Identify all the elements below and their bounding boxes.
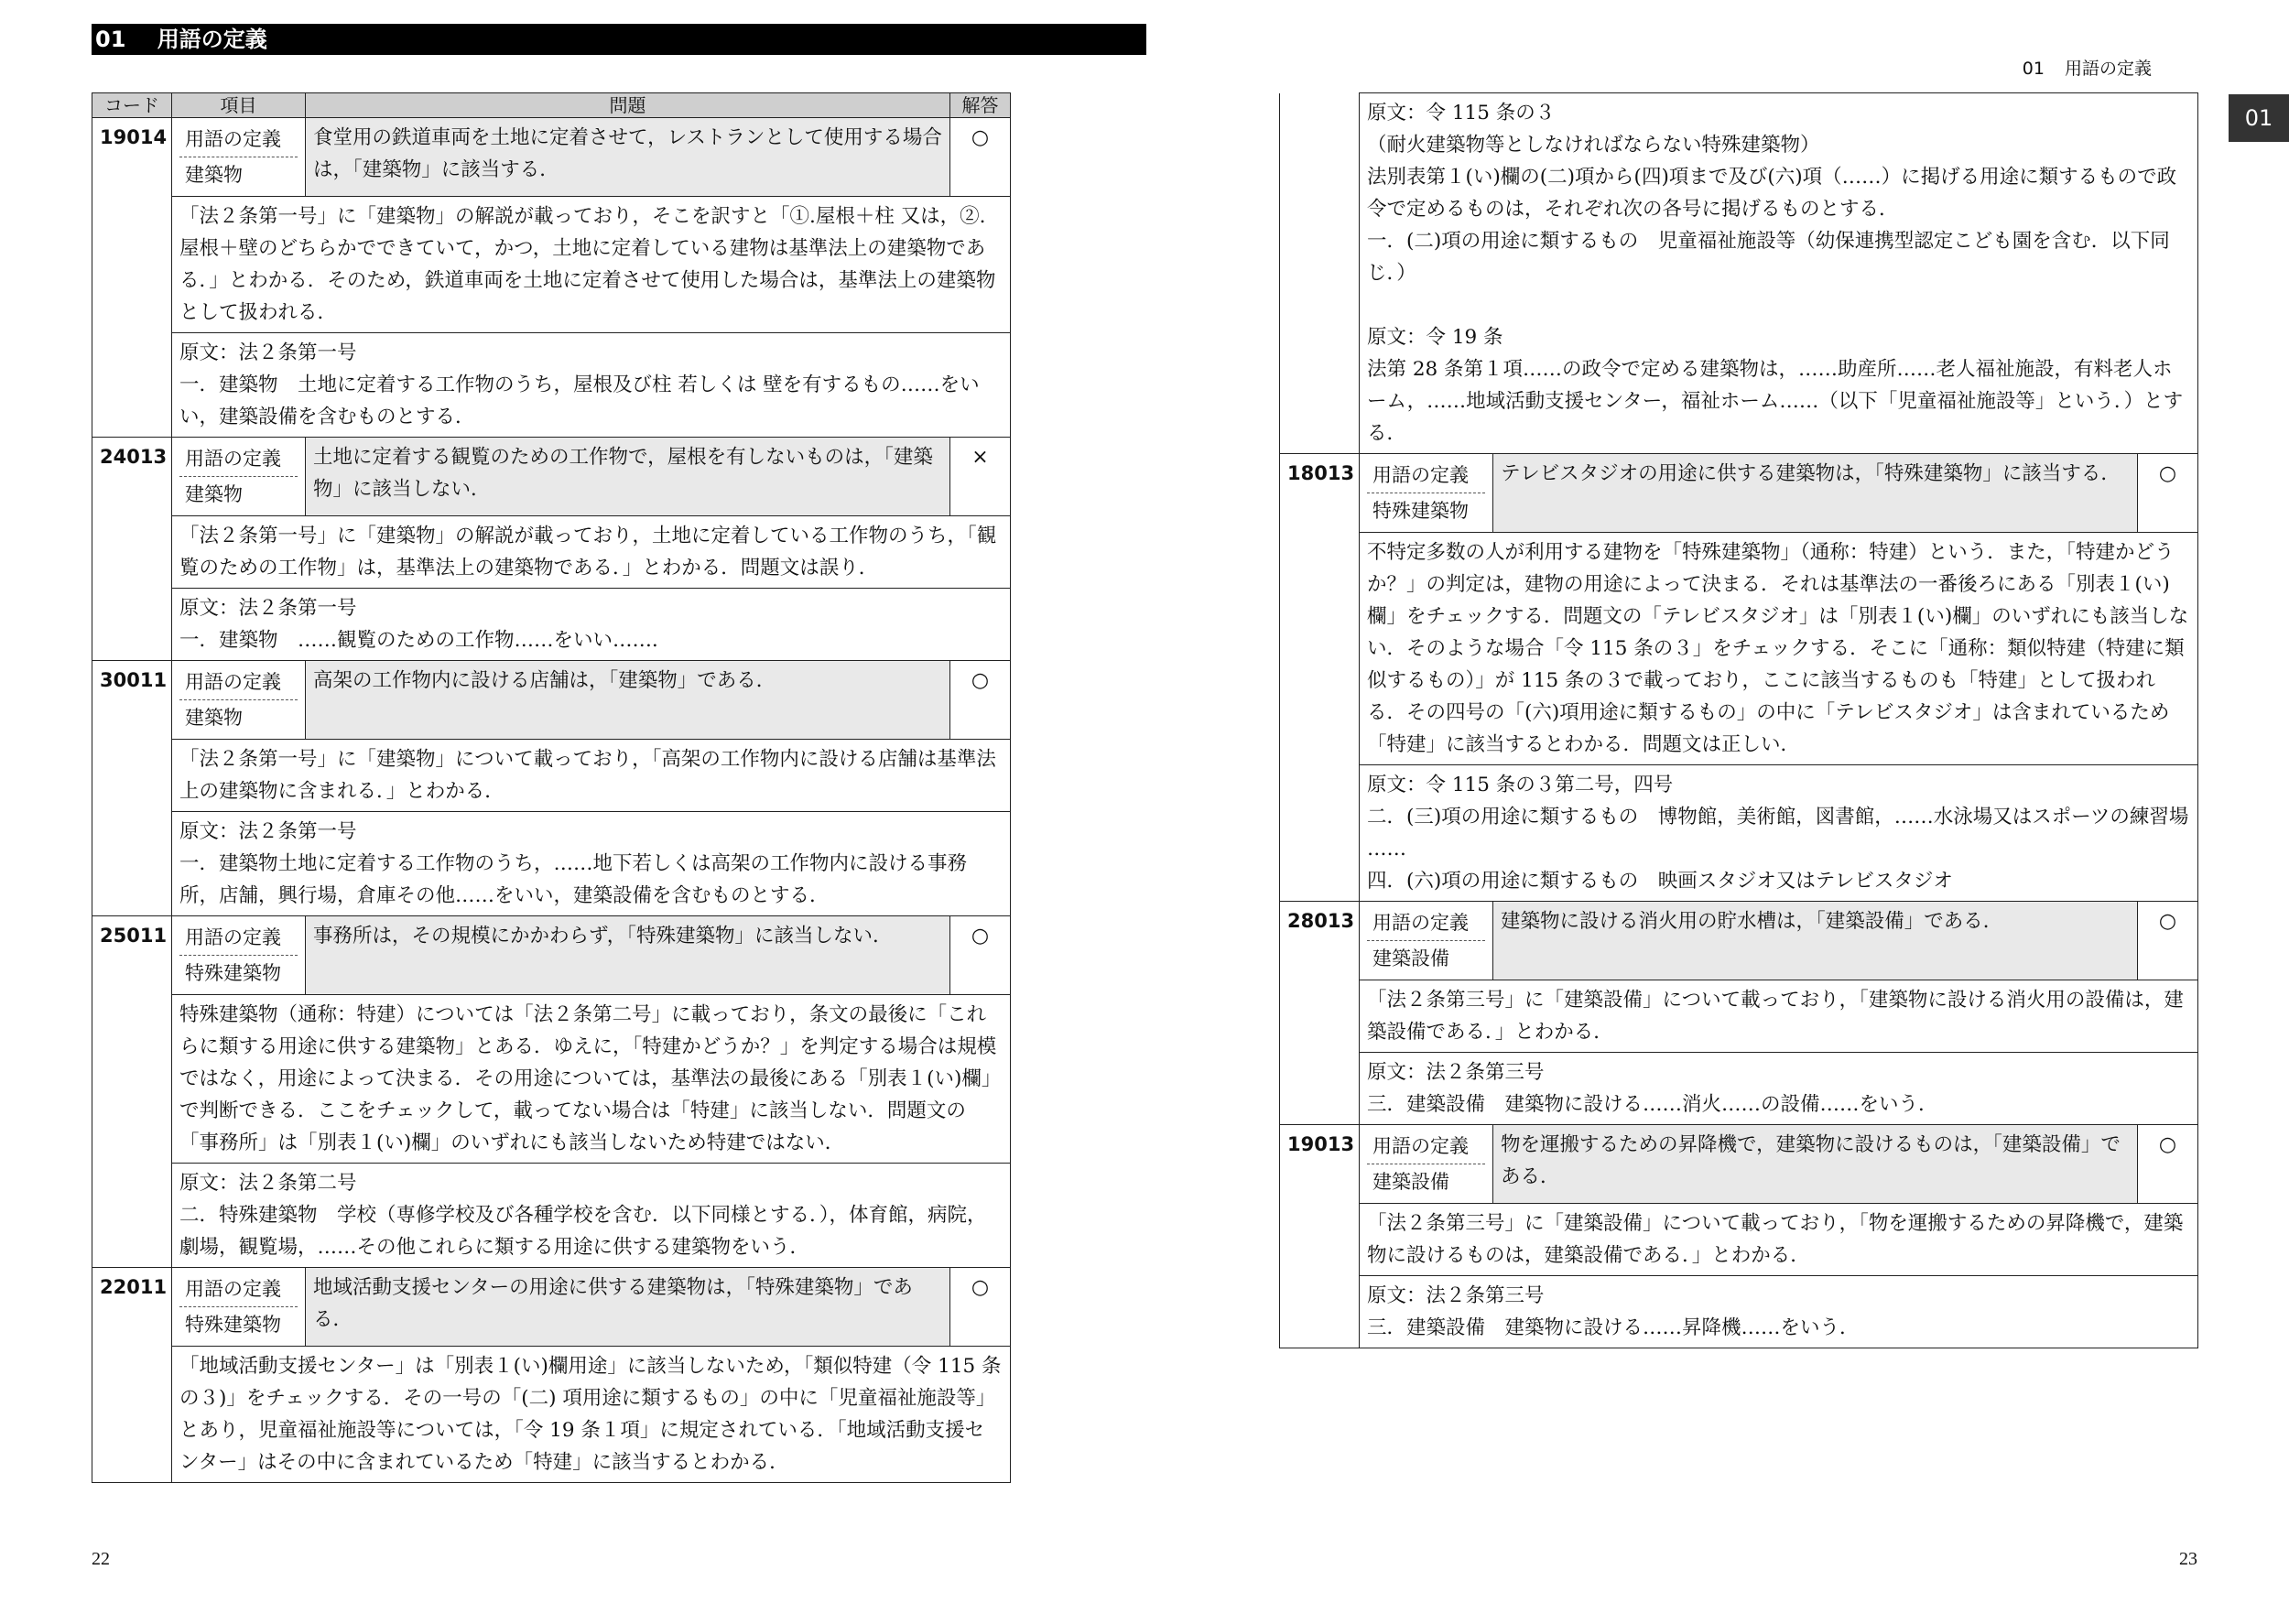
- entry-original-text: [172, 1164, 1011, 1268]
- category-sub: 建築物: [185, 483, 243, 505]
- entry-code: 22011: [92, 1268, 172, 1483]
- category-sub: 特殊建築物: [185, 1314, 281, 1336]
- original-text: 原文：法２条第一号 一．建築物 土地に定着する工作物のうち，屋根及び柱 若しくは 壁を有するもの……をいい，建築設備を含むものとする．: [179, 341, 980, 428]
- entry-category: [172, 438, 306, 516]
- table-row: [1280, 902, 2198, 980]
- category-sub: 建築設備: [1372, 947, 1449, 969]
- entry-category: [1360, 1125, 1493, 1204]
- header-question: 問題: [306, 93, 950, 118]
- header-code: コード: [92, 93, 172, 118]
- table-row: [1280, 980, 2198, 1053]
- running-head: [2023, 55, 2152, 80]
- table-row: [92, 916, 1011, 995]
- table-row: [92, 333, 1011, 438]
- category-sub: 建築設備: [1372, 1171, 1449, 1193]
- table-row: [92, 118, 1011, 197]
- header-category: 項目: [172, 93, 306, 118]
- entry-code-continued: [1280, 93, 1360, 454]
- entry-category: [172, 1268, 306, 1347]
- entry-code: 30011: [92, 661, 172, 916]
- entry-question: 物を運搬するための昇降機で，建築物に設けるものは，「建築設備」である．: [1493, 1125, 2138, 1204]
- entry-explanation: 特殊建築物（通称：特建）については「法２条第二号」に載っており，条文の最後に「これらに類する用途に供する建築物」とある．ゆえに，「特建かどうか？」を判定する場合は規模ではなく，用途によって決まる．その用途については，基準法の最後にある「別表１(い)欄」で判断できる．ここをチェックして，載ってない場合は「特建」に該当しない．問題文の「事務所」は「別表１(い)欄」のいずれにも該当しないため特建ではない．: [172, 995, 1011, 1164]
- original-text: 原文：法２条第三号 三．建築設備 建築物に設ける……昇降機……をいう．: [1367, 1284, 1860, 1339]
- entry-explanation: 「法２条第一号」に「建築物」について載っており，「高架の工作物内に設ける店舗は基準法上の建築物に含まれる．」とわかる．: [172, 740, 1011, 812]
- table-row: [92, 740, 1011, 812]
- table-row: [1280, 533, 2198, 765]
- category-main: 用語の定義: [179, 665, 298, 700]
- entry-original-text: [1360, 93, 2198, 454]
- category-main: 用語の定義: [179, 441, 298, 477]
- entry-explanation: 「法２条第三号」に「建築設備」について載っており，「物を運搬するための昇降機で，建築物に設けるものは，建築設備である．」とわかる．: [1360, 1204, 2198, 1276]
- category-main: 用語の定義: [179, 920, 298, 956]
- entry-code: 19013: [1280, 1125, 1360, 1348]
- left-page: [0, 0, 1144, 1624]
- table-row: [92, 516, 1011, 589]
- original-text: 原文：令 115 条の３ （耐火建築物等としなければならない特殊建築物） 法別表第１(い)欄の(二)項から(四)項まで及び(六)項（……）に掲げる用途に類するもので政令で定めるものは，それぞれ次の各号に掲げるものとする． 一．(二)項の用途に類するもの 児童福祉施設等（幼保連携型認定こども園を含む．以下同じ．） 原文：令 19 条 法第 28 条第１項……の政令で定める建築物は，……助産所……老人福祉施設，有料老人ホーム，……地域活動支援センター，福祉ホーム……（以下「児童福祉施設等」という．）とする．: [1367, 102, 2184, 445]
- category-main: 用語の定義: [1367, 1129, 1485, 1164]
- entry-answer: ○: [2138, 454, 2198, 533]
- chapter-title: 用語の定義: [157, 27, 267, 52]
- chapter-number: 01: [95, 27, 126, 52]
- entry-category: [172, 916, 306, 995]
- entry-category: [172, 661, 306, 740]
- entry-original-text: [1360, 1053, 2198, 1125]
- entry-code: 24013: [92, 438, 172, 661]
- entry-question: 土地に定着する観覧のための工作物で，屋根を有しないものは，「建築物」に該当しない．: [306, 438, 950, 516]
- entry-question: 地域活動支援センターの用途に供する建築物は，「特殊建築物」である．: [306, 1268, 950, 1347]
- entry-explanation: 「地域活動支援センター」は「別表１(い)欄用途」に該当しないため，「類似特建（令 115 条の３)」をチェックする．その一号の「(二) 項用途に類するもの」の中に「児童福祉施設等」とあり，児童福祉施設等については，「令 19 条１項」に規定されている．「地域活動支援センター」はその中に含まれているため「特建」に該当するとわかる．: [172, 1347, 1011, 1483]
- table-row: [92, 812, 1011, 916]
- table-row: [1280, 1125, 2198, 1204]
- entry-code: 19014: [92, 118, 172, 438]
- entry-code: 18013: [1280, 454, 1360, 902]
- running-head-number: 01: [2022, 59, 2045, 79]
- category-main: 用語の定義: [179, 1272, 298, 1307]
- entry-question: 食堂用の鉄道車両を土地に定着させて，レストランとして使用する場合は，「建築物」に該当する．: [306, 118, 950, 197]
- entry-answer: ○: [2138, 1125, 2198, 1204]
- entry-question: 建築物に設ける消火用の貯水槽は，「建築設備」である．: [1493, 902, 2138, 980]
- entry-original-text: [172, 589, 1011, 661]
- entry-answer: ○: [950, 118, 1011, 197]
- table-row: [92, 661, 1011, 740]
- right-page: [1144, 0, 2289, 1624]
- original-text: 原文：法２条第二号 二．特殊建築物 学校（専修学校及び各種学校を含む．以下同様とする．），体育館，病院，劇場，観覧場，……その他これらに類する用途に供する建築物をいう．: [179, 1172, 987, 1259]
- original-text: 原文：法２条第一号 一．建築物土地に定着する工作物のうち，……地下若しくは高架の工作物内に設ける事務所，店舗，興行場，倉庫その他……をいい，建築設備を含むものとする．: [179, 820, 968, 907]
- table-header-row: [92, 93, 1011, 118]
- entry-answer: ×: [950, 438, 1011, 516]
- running-head-title: 用語の定義: [2064, 59, 2152, 79]
- table-row: [1280, 1204, 2198, 1276]
- category-sub: 特殊建築物: [1372, 500, 1469, 522]
- table-row: [92, 995, 1011, 1164]
- question-table-right: [1279, 92, 2198, 1348]
- category-main: 用語の定義: [1367, 905, 1485, 941]
- entry-original-text: [1360, 1276, 2198, 1348]
- entry-question: 高架の工作物内に設ける店舗は，「建築物」である．: [306, 661, 950, 740]
- table-row: [92, 1347, 1011, 1483]
- category-main: 用語の定義: [179, 122, 298, 157]
- entry-category: [172, 118, 306, 197]
- entry-code: 25011: [92, 916, 172, 1268]
- table-row: [1280, 765, 2198, 902]
- table-row: [92, 589, 1011, 661]
- entry-code: 28013: [1280, 902, 1360, 1125]
- category-main: 用語の定義: [1367, 458, 1485, 493]
- entry-category: [1360, 454, 1493, 533]
- page-number: 23: [2179, 1549, 2197, 1569]
- category-sub: 建築物: [185, 707, 243, 729]
- original-text: 原文：法２条第一号 一．建築物 ……観覧のための工作物……をいい……．: [179, 597, 672, 652]
- entry-question: テレビスタジオの用途に供する建築物は，「特殊建築物」に該当する．: [1493, 454, 2138, 533]
- entry-answer: ○: [950, 1268, 1011, 1347]
- entry-explanation: 「法２条第一号」に「建築物」の解説が載っており，そこを訳すと「①.屋根＋柱 又は，②.屋根＋壁のどちらかでできていて，かつ，土地に定着している建物は基準法上の建築物である．」とわかる．そのため，鉄道車両を土地に定着させて使用した場合は，基準法上の建築物として扱われる．: [172, 197, 1011, 333]
- chapter-side-tab: 01: [2229, 94, 2289, 142]
- table-row: [1280, 93, 2198, 454]
- entry-answer: ○: [950, 916, 1011, 995]
- table-row: [1280, 1053, 2198, 1125]
- entry-explanation: 「法２条第三号」に「建築設備」について載っており，「建築物に設ける消火用の設備は，建築設備である．」とわかる．: [1360, 980, 2198, 1053]
- table-row: [1280, 454, 2198, 533]
- category-sub: 特殊建築物: [185, 962, 281, 984]
- entry-category: [1360, 902, 1493, 980]
- table-row: [92, 197, 1011, 333]
- entry-explanation: 「法２条第一号」に「建築物」の解説が載っており，土地に定着している工作物のうち，「観覧のための工作物」は，基準法上の建築物である．」とわかる．問題文は誤り．: [172, 516, 1011, 589]
- entry-original-text: [172, 333, 1011, 438]
- entry-original-text: [172, 812, 1011, 916]
- table-row: [92, 1164, 1011, 1268]
- entry-question: 事務所は，その規模にかかわらず，「特殊建築物」に該当しない．: [306, 916, 950, 995]
- chapter-header-bar: [92, 24, 1146, 55]
- header-answer: 解答: [950, 93, 1011, 118]
- table-row: [92, 1268, 1011, 1347]
- entry-answer: ○: [950, 661, 1011, 740]
- page-number: 22: [92, 1549, 110, 1569]
- original-text: 原文：法２条第三号 三．建築設備 建築物に設ける……消火……の設備……をいう．: [1367, 1061, 1938, 1116]
- original-text: 原文：令 115 条の３第二号，四号 二．(三)項の用途に類するもの 博物館，美術館，図書館，……水泳場又はスポーツの練習場 …… 四．(六)項の用途に類するもの 映画スタジオ又はテレビスタジオ: [1367, 774, 2189, 893]
- table-row: [1280, 1276, 2198, 1348]
- question-table-left: [92, 92, 1011, 1483]
- table-row: [92, 438, 1011, 516]
- category-sub: 建築物: [185, 164, 243, 186]
- entry-explanation: 不特定多数の人が利用する建物を「特殊建築物」（通称：特建）という．また，「特建かどうか？」の判定は，建物の用途によって決まる．それは基準法の一番後ろにある「別表１(い)欄」をチェックする．問題文の「テレビスタジオ」は「別表１(い)欄」のいずれにも該当しない．そのような場合「令 115 条の３」をチェックする．そこに「通称：類似特建（特建に類似するもの）」が 115 条の３で載っており，ここに該当するものも「特建」として扱われる．その四号の「(六)項用途に類するもの」の中に「テレビスタジオ」は含まれているため「特建」に該当するとわかる．問題文は正しい．: [1360, 533, 2198, 765]
- entry-original-text: [1360, 765, 2198, 902]
- entry-answer: ○: [2138, 902, 2198, 980]
